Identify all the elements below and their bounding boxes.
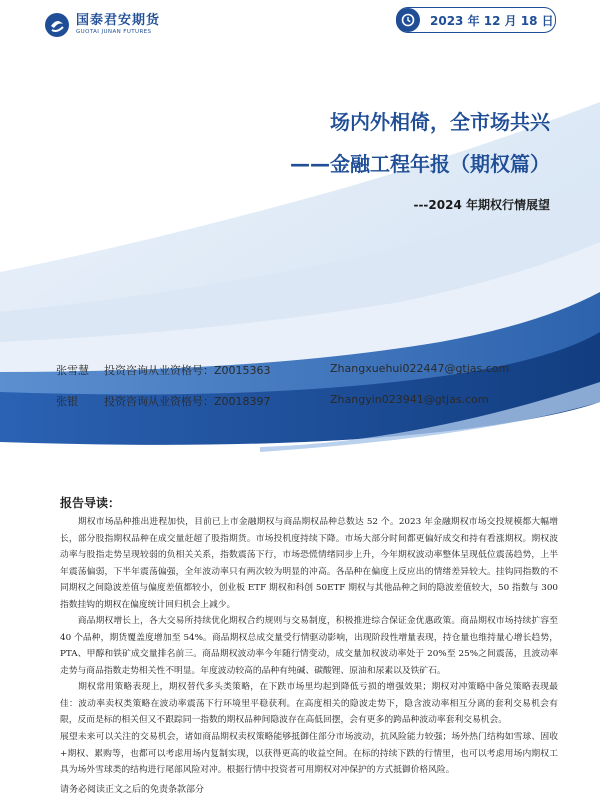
summary-paragraph: 期权市场品种推出进程加快，目前已上市金融期权与商品期权品种总数达 52 个。2023 年金融期权市场交投规模都大幅增长，部分股指期权品种在成交量赶超了股指期货。市场投机度持续下降。市场大部分时间都更偏好成交和持有看涨期权。期权波动率与股指走势呈现较弱的负相关关系，指数震荡下行，市场恐慌情绪同步上升，今年期权波动率整体呈现低位震荡趋势，上半年震荡偏弱，下半年震荡偏强，全年波动率只有两次较为明显的冲高。各品种在偏度上反应出的情绪差异较大。挂钩同指数的不同期权之间隐波差值与偏度差值都较小，创业板 ETF 期权和科创 50ETF 期权与其他品种之间的隐波差值较大，50 指数与 300 指数挂钩的期权在偏度统计回归机会上减少。 <box>60 517 558 610</box>
author-email[interactable]: Zhangyin023941@gtjas.com <box>330 393 489 406</box>
author-row <box>56 393 489 409</box>
date-badge <box>396 7 556 33</box>
header-bar <box>0 0 600 42</box>
logo-name: 国泰君安期货 <box>76 13 161 28</box>
report-title-line1: 场内外相倚，全市场共兴 <box>330 110 550 134</box>
clock-icon <box>396 8 420 32</box>
author-row <box>56 362 509 378</box>
author-email[interactable]: Zhangxuehui022447@gtjas.com <box>330 362 510 375</box>
summary-paragraph: 商品期权增长上，各大交易所持续优化期权合约规则与交易制度，积极推进综合保证金优惠政策。商品期权市场持续扩容至 40 个品种，期货覆盖度增加至 54%。商品期权总成交量受行情驱动影响，出现阶段性增量表现，持仓量也维持量心增长趋势，PTA、甲醇和铁矿成交量排名前三。商品期权波动率今年随行情变动，成交量加权波动率处于 20%至 25%之间震荡，且波动率走势与商品指数走势相关性不明显。年度波动较高的品种有纯碱、碳酸锂、原油和尿素以及铁矿石。 <box>60 616 558 676</box>
summary-paragraph: 期权常用策略表现上，期权替代多头类策略，在下跌市场里均起到降低亏损的增强效果；期权对冲策略中备兑策略表现最佳：波动率卖权类策略在波动率震荡下行环境里平稳获利。在高度相关的隐波走势下，隐含波动率相互分离的套利交易机会有限，反而是标的相关但又不跟踪同一指数的期权品种间隐波存在高低回摆，会有更多的跨品种波动率套利交易机会。 <box>60 682 558 726</box>
author-name: 张银 <box>56 395 78 408</box>
author-cert: 投资咨询从业资格号：Z0018397 <box>104 395 271 408</box>
report-subtitle: ---2024 年期权行情展望 <box>413 198 550 212</box>
author-name: 张雪慧 <box>56 364 89 377</box>
company-logo <box>44 12 160 38</box>
report-title-line2: ——金融工程年报（期权篇） <box>290 152 550 176</box>
logo-subtitle: GUOTAI JUNAN FUTURES <box>76 29 152 35</box>
footer-note: 请务必阅读正文之后的免责条款部分 <box>60 785 205 795</box>
section-title: 报告导读： <box>60 496 121 510</box>
author-cert: 投资咨询从业资格号：Z0015363 <box>104 364 271 377</box>
summary-paragraph: 展望未来可以关注的交易机会，诸如商品期权卖权策略能够抵御住部分市场波动，抗风险能力较强；场外热门结构如雪球、固收+期权、累购等，也都可以考虑用场内复制实现，以获得更高的收益空间。在标的持续下跌的行情里，也可以考虑用场内期权工具为场外雪球类的结构进行尾部风险对冲。根据行情中投资者可用期权对冲保护的方式抵御价格风险。 <box>60 732 558 776</box>
report-date: 2023 年 12 月 18 日 <box>430 13 554 28</box>
logo-mark-icon <box>44 12 70 38</box>
